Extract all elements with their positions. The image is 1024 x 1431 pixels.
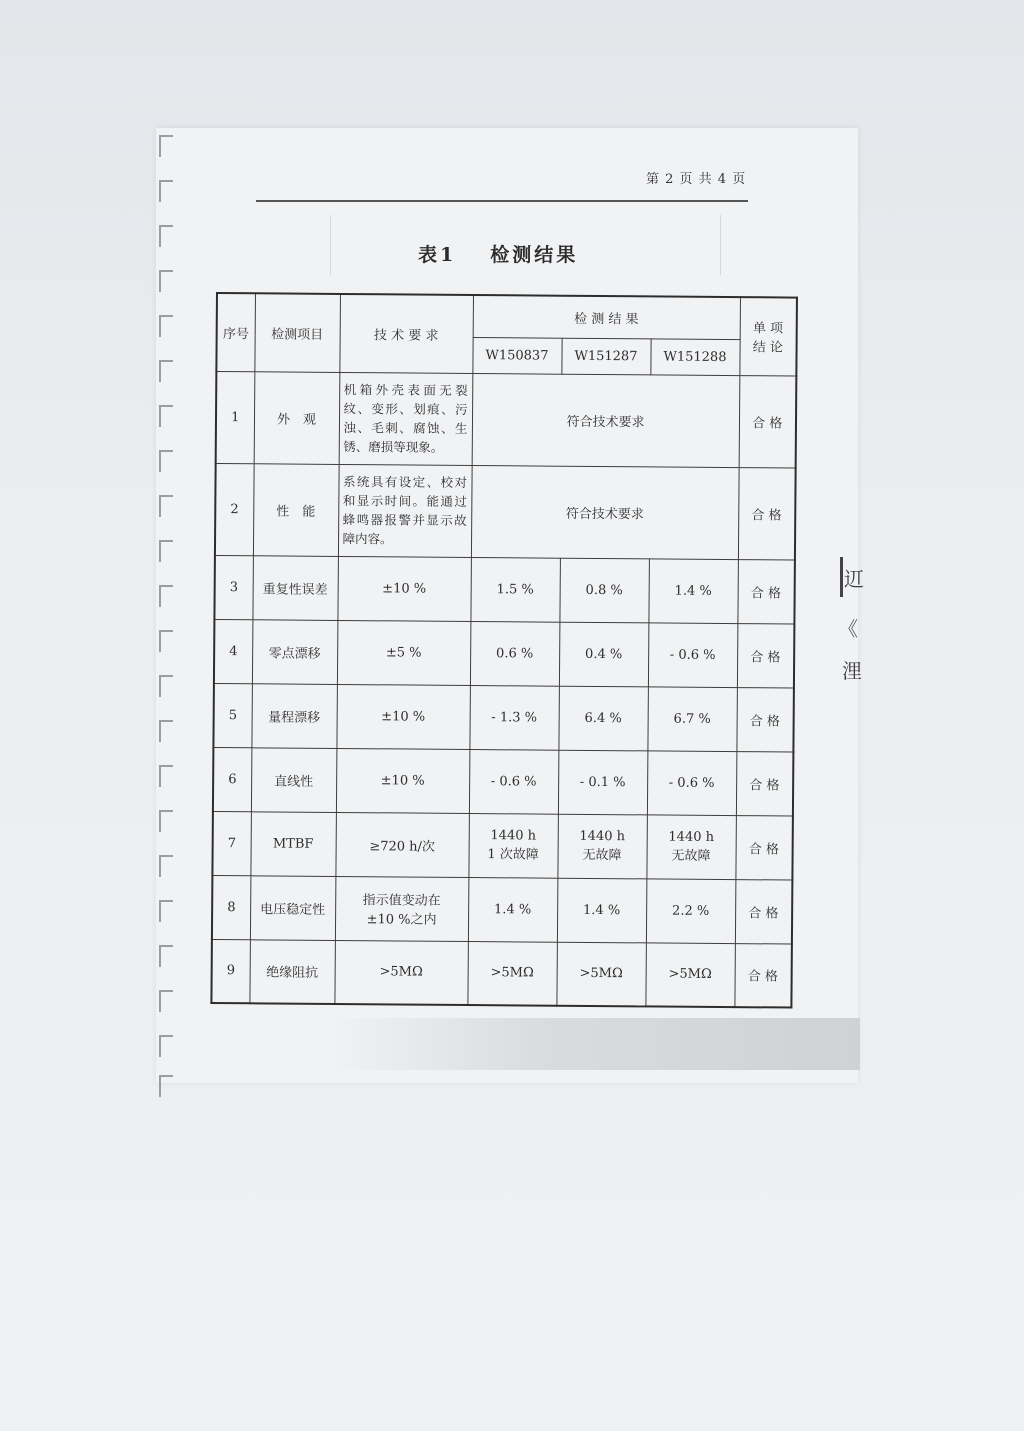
cell-conclusion: 合 格: [735, 879, 793, 943]
stamp-glyph: 《: [838, 617, 858, 641]
cell-conclusion: 合 格: [739, 375, 797, 467]
side-stamp: [832, 555, 872, 705]
cell-item: 性 能: [253, 463, 339, 556]
cell-item: MTBF: [250, 811, 336, 876]
cell-conclusion: 合 格: [736, 751, 794, 815]
cell-result: - 0.6 %: [647, 750, 737, 815]
blurred-region: [330, 1018, 860, 1070]
cell-item: 重复性误差: [252, 555, 338, 620]
table-row: [212, 811, 793, 880]
results-table: [210, 292, 798, 1009]
cell-result-merged: 符合技术要求: [471, 465, 739, 559]
cell-result: >5MΩ: [467, 941, 556, 1006]
cell-requirement: ≥720 h/次: [335, 812, 468, 877]
cell-result: - 1.3 %: [469, 685, 558, 750]
cell-conclusion: 合 格: [737, 559, 795, 623]
cell-result: 6.4 %: [558, 686, 647, 751]
cell-seq: 1: [216, 371, 255, 463]
cell-item: 外 观: [254, 371, 340, 464]
header-sample-2: W151287: [561, 338, 650, 375]
cell-result: 2.2 %: [646, 878, 736, 943]
stamp-bar: [840, 557, 843, 597]
cell-result-hours: 1440 h: [579, 828, 626, 845]
table-row: [212, 875, 793, 944]
header-seq: 序号: [216, 293, 255, 371]
cell-result: - 0.1 %: [558, 750, 647, 815]
header-sample-1: W150837: [472, 337, 561, 374]
cell-result: >5MΩ: [645, 942, 735, 1007]
cell-requirement: 机箱外壳表面无裂纹、变形、划痕、污浊、毛刺、腐蚀、生锈、磨损等现象。: [339, 372, 473, 465]
cell-conclusion: 合 格: [735, 815, 793, 879]
header-results: 检 测 结 果: [473, 295, 740, 339]
header-requirement: 技 术 要 求: [339, 294, 473, 373]
cell-result-failures: 1 次故障: [487, 847, 539, 863]
table-header-row: [217, 293, 797, 340]
cell-result: - 0.6 %: [469, 749, 558, 814]
table-row: [214, 619, 795, 688]
cell-requirement: ±10 %: [337, 556, 470, 621]
table-title-text: 检测结果: [490, 244, 579, 266]
cell-seq: 2: [215, 463, 254, 555]
stamp-glyph: 浬: [842, 659, 862, 683]
cell-requirement-line1: 指示值变动在: [362, 893, 441, 909]
table-row: [215, 463, 796, 560]
header-conclusion-line2: 结 论: [752, 340, 783, 356]
cell-item: 电压稳定性: [250, 875, 336, 940]
stamp-glyph: 䢋: [844, 567, 864, 591]
cell-result: - 0.6 %: [648, 622, 738, 687]
table-row: [213, 747, 794, 816]
cell-requirement: >5MΩ: [334, 940, 467, 1005]
cell-seq: 5: [213, 683, 252, 747]
cell-result: 6.7 %: [647, 686, 737, 751]
cell-item: 零点漂移: [252, 619, 338, 684]
page-number: 第 2 页 共 4 页: [646, 172, 747, 187]
cell-result: 1.4 %: [648, 558, 738, 623]
table-row: [211, 939, 792, 1008]
cell-conclusion: 合 格: [734, 943, 792, 1007]
binding-perforation: [159, 135, 175, 1095]
header-sample-3: W151288: [650, 338, 739, 375]
cell-result: 1.4 %: [468, 877, 557, 942]
cell-result-failures: 无故障: [671, 848, 711, 864]
cell-requirement: ±10 %: [336, 748, 469, 813]
header-conclusion: [739, 297, 797, 375]
cell-requirement: ±5 %: [337, 620, 470, 685]
cell-result-failures: 无故障: [582, 847, 622, 864]
cell-seq: 3: [214, 555, 253, 619]
cell-seq: 9: [211, 939, 250, 1003]
cell-requirement: 系统具有设定、校对和显示时间。能通过蜂鸣器报警并显示故障内容。: [338, 464, 472, 557]
table-title: [418, 240, 578, 267]
cell-result: 0.4 %: [559, 622, 648, 687]
cell-result-hours: 1440 h: [668, 829, 715, 845]
cell-result: 0.6 %: [470, 621, 559, 686]
header-item: 检测项目: [254, 293, 340, 372]
ghost-line: [330, 215, 331, 275]
header-rule: [256, 200, 748, 202]
cell-requirement: ±10 %: [336, 684, 469, 749]
table-row: [213, 683, 794, 752]
cell-result: [557, 814, 646, 879]
cell-result-merged: 符合技术要求: [472, 373, 740, 467]
cell-result: [646, 814, 736, 879]
cell-requirement: [335, 876, 468, 941]
cell-seq: 8: [212, 875, 251, 939]
cell-result: 1.4 %: [557, 878, 646, 943]
cell-seq: 6: [213, 747, 252, 811]
cell-result-hours: 1440 h: [490, 828, 537, 844]
table-row: [216, 371, 797, 468]
cell-seq: 4: [214, 619, 253, 683]
cell-item: 直线性: [251, 747, 337, 812]
cell-result: [468, 813, 557, 878]
cell-item: 绝缘阻抗: [249, 939, 335, 1004]
table-row: [214, 555, 795, 624]
cell-item: 量程漂移: [251, 683, 337, 748]
cell-result: >5MΩ: [556, 942, 645, 1007]
cell-seq: 7: [212, 811, 251, 875]
cell-conclusion: 合 格: [737, 623, 795, 687]
cell-result: 0.8 %: [559, 558, 648, 623]
header-conclusion-line1: 单 项: [752, 321, 784, 337]
cell-result: 1.5 %: [470, 557, 559, 622]
cell-conclusion: 合 格: [736, 687, 794, 751]
ghost-line: [720, 215, 721, 275]
cell-requirement-line2: ±10 %之内: [366, 912, 437, 928]
cell-conclusion: 合 格: [738, 467, 796, 559]
table-title-label: 表1: [418, 244, 457, 266]
